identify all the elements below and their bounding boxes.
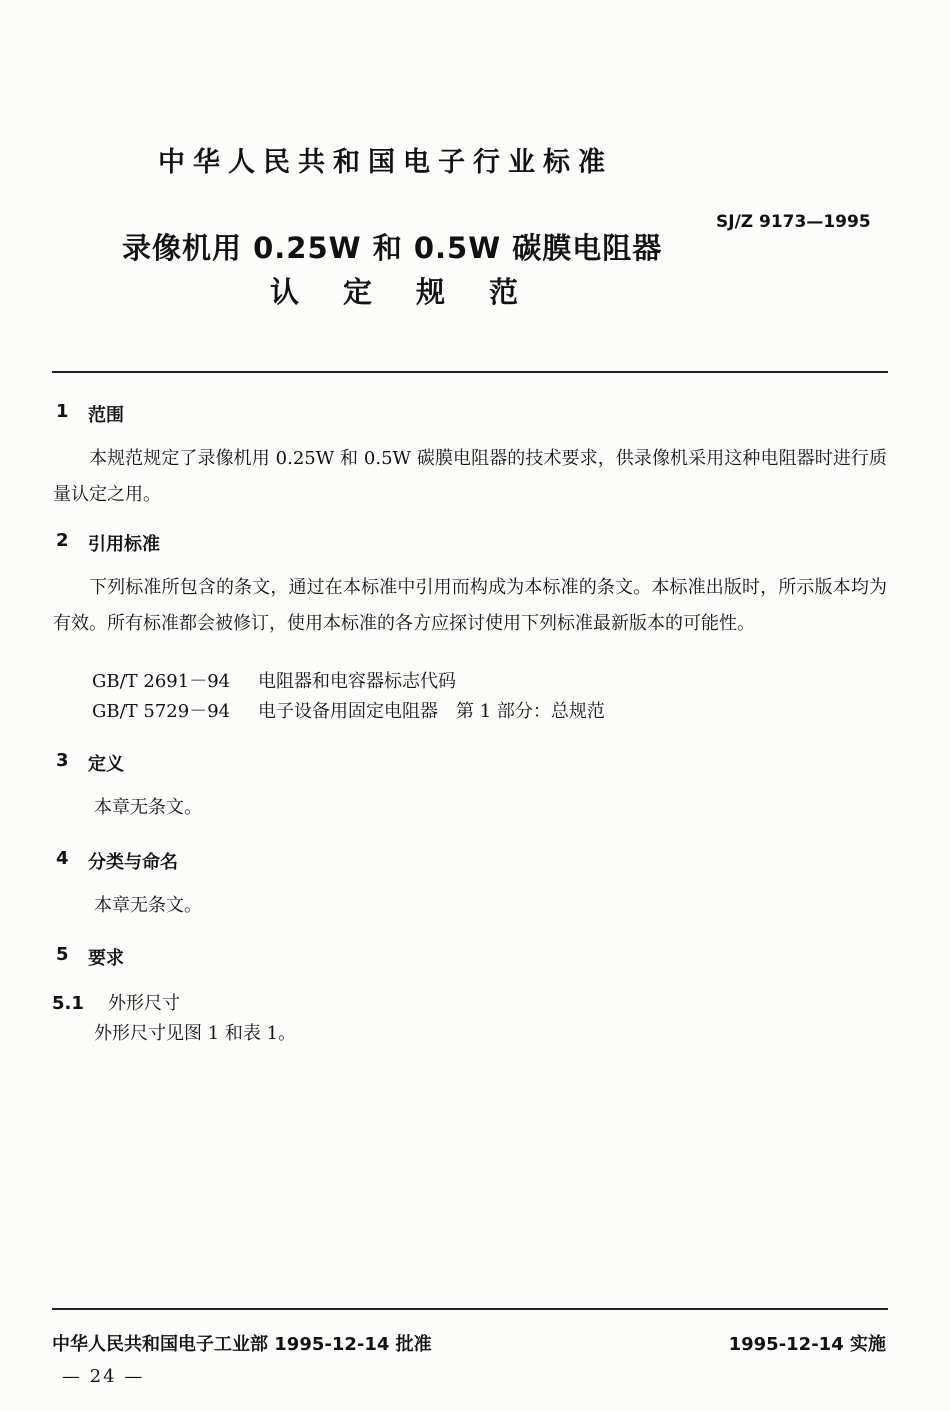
standard-code: SJ/Z 9173—1995 bbox=[716, 212, 871, 232]
reference-code: GB/T 2691－94 bbox=[92, 671, 231, 692]
subsection-5-1-title: 外形尺寸 bbox=[108, 993, 180, 1014]
section-1-title: 范围 bbox=[88, 405, 124, 426]
reference-title: 电阻器和电容器标志代码 bbox=[258, 671, 456, 692]
reference-title: 电子设备用固定电阻器 第 1 部分：总规范 bbox=[258, 701, 605, 722]
subsection-5-1-text: 外形尺寸见图 1 和表 1。 bbox=[94, 1023, 297, 1044]
section-4-title: 分类与命名 bbox=[88, 852, 178, 873]
reference-code: GB/T 5729－94 bbox=[92, 701, 231, 722]
subsection-5-1-number: 5.1 bbox=[52, 993, 84, 1014]
document-title-line2: 认定规范 bbox=[270, 275, 563, 309]
footer-divider bbox=[52, 1308, 888, 1310]
header-divider bbox=[52, 371, 888, 373]
section-4-text: 本章无条文。 bbox=[94, 895, 202, 916]
section-5-title: 要求 bbox=[88, 948, 124, 969]
section-3-number: 3 bbox=[56, 750, 69, 771]
document-title-line1: 录像机用 0.25W 和 0.5W 碳膜电阻器 bbox=[122, 231, 663, 265]
page-number: — 24 — bbox=[62, 1366, 145, 1387]
section-4-number: 4 bbox=[56, 848, 69, 869]
effective-date: 1995-12-14 实施 bbox=[728, 1334, 886, 1355]
approval-statement: 中华人民共和国电子工业部 1995-12-14 批准 bbox=[52, 1334, 432, 1355]
section-2-text: 下列标准所包含的条文，通过在本标准中引用而构成为本标准的条文。本标准出版时，所示版本均为有效。所有标准都会被修订，使用本标准的各方应探讨使用下列标准最新版本的可能性。 bbox=[53, 577, 887, 634]
section-5-number: 5 bbox=[56, 944, 69, 965]
section-1-number: 1 bbox=[56, 401, 69, 422]
section-2-number: 2 bbox=[56, 530, 69, 551]
section-3-text: 本章无条文。 bbox=[94, 797, 202, 818]
section-1-text: 本规范规定了录像机用 0.25W 和 0.5W 碳膜电阻器的技术要求，供录像机采用这种电阻器时进行质量认定之用。 bbox=[53, 448, 887, 505]
section-3-title: 定义 bbox=[88, 754, 124, 775]
section-2-title: 引用标准 bbox=[88, 534, 160, 555]
industry-standard-heading: 中华人民共和国电子行业标准 bbox=[158, 147, 613, 178]
